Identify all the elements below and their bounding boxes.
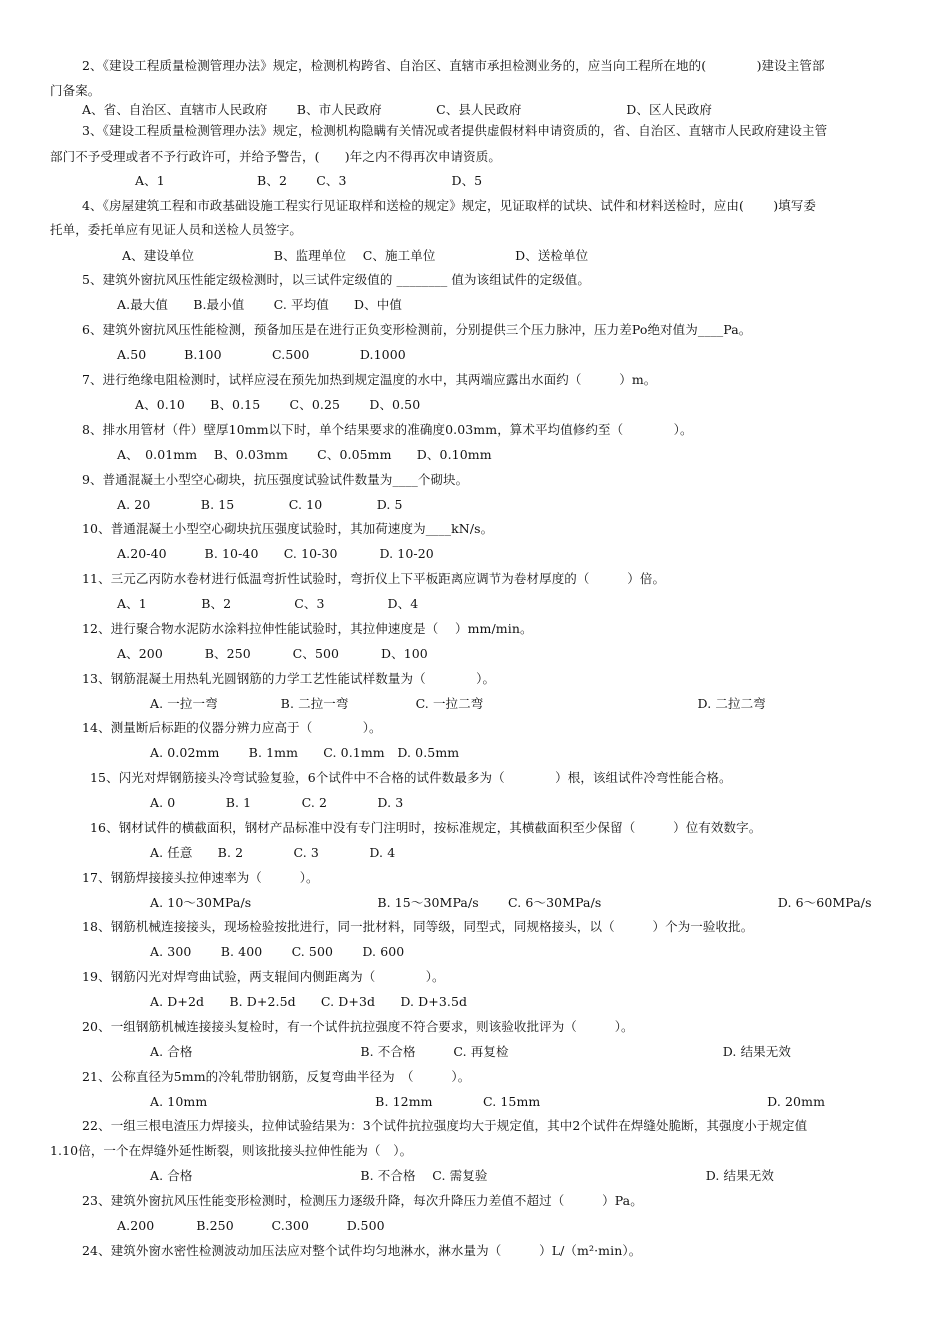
text-line: 19、钢筋闪光对焊弯曲试验，两支辊间内侧距离为（ ）。	[82, 969, 445, 984]
text-line: 10、普通混凝土小型空心砌块抗压强度试验时，其加荷速度为____kN/s。	[82, 521, 494, 536]
text-line: A. 300 B. 400 C. 500 D. 600	[150, 944, 405, 959]
text-line: 18、钢筋机械连接接头，现场检验按批进行，同一批材料，同等级，同型式，同规格接头，以（ ）个为一验收批。	[82, 919, 754, 934]
text-line: 部门不予受理或者不予行政许可，并给予警告，( )年之内不得再次申请资质。	[50, 149, 501, 164]
text-line: A、1 B、2 C、3 D、4	[117, 596, 419, 611]
text-line: A. 10mm B. 12mm C. 15mm D. 20mm	[150, 1094, 826, 1109]
text-line: 23、建筑外窗抗风压性能变形检测时，检测压力逐级升降，每次升降压力差值不超过（ ）Pa。	[82, 1193, 643, 1208]
text-line: 5、建筑外窗抗风压性能定级检测时，以三试件定级值的 ________ 值为该组试件的定级值。	[82, 272, 591, 287]
text-line: A. 0 B. 1 C. 2 D. 3	[150, 795, 404, 810]
text-line: 3、《建设工程质量检测管理办法》规定，检测机构隐瞒有关情况或者提供虚假材料申请资质的，省、自治区、直辖市人民政府建设主管	[82, 123, 828, 138]
text-line: 11、三元乙丙防水卷材进行低温弯折性试验时，弯折仪上下平板距离应调节为卷材厚度的（ ）倍。	[82, 571, 666, 586]
text-line: 2、《建设工程质量检测管理办法》规定，检测机构跨省、自治区、直辖市承担检测业务的，应当向工程所在地的( )建设主管部	[82, 58, 825, 73]
text-line: 16、钢材试件的横截面积，钢材产品标准中没有专门注明时，按标准规定，其横截面积至少保留（ ）位有效数字。	[90, 820, 762, 835]
text-line: A. 一拉一弯 B. 二拉一弯 C. 一拉二弯 D. 二拉二弯	[150, 696, 766, 711]
text-line: 15、闪光对焊钢筋接头冷弯试验复验，6个试件中不合格的试件数最多为（ ）根，该组试件冷弯性能合格。	[90, 770, 732, 785]
text-line: A. D+2d B. D+2.5d C. D+3d D. D+3.5d	[150, 994, 468, 1009]
text-line: 8、排水用管材（件）壁厚10mm以下时，单个结果要求的准确度0.03mm，算术平均值修约至（ ）。	[82, 422, 693, 437]
text-line: A、 0.01mm B、0.03mm C、0.05mm D、0.10mm	[117, 447, 492, 462]
text-line: A. 任意 B. 2 C. 3 D. 4	[150, 845, 396, 860]
text-line: 1.10倍，一个在焊缝外延性断裂，则该批接头拉伸性能为（ ）。	[50, 1143, 413, 1158]
text-line: A.最大值 B.最小值 C. 平均值 D、中值	[117, 297, 402, 312]
text-line: A. 10～30MPa/s B. 15～30MPa/s C. 6～30MPa/s D. 6～60MPa/s	[150, 895, 872, 910]
text-line: 6、建筑外窗抗风压性能检测，预备加压是在进行正负变形检测前，分别提供三个压力脉冲，压力差Po绝对值为____Pa。	[82, 322, 752, 337]
text-line: A、1 B、2 C、3 D、5	[135, 173, 483, 188]
text-line: 14、测量断后标距的仪器分辨力应高于（ ）。	[82, 720, 382, 735]
text-line: 24、建筑外窗水密性检测波动加压法应对整个试件均匀地淋水，淋水量为（ ）L/（m²·min）。	[82, 1243, 642, 1258]
text-line: A. 0.02mm B. 1mm C. 0.1mm D. 0.5mm	[150, 745, 460, 760]
text-line: 托单，委托单应有见证人员和送检人员签字。	[50, 222, 303, 237]
text-line: A. 合格 B. 不合格 C. 再复检 D. 结果无效	[150, 1044, 791, 1059]
text-line: 13、钢筋混凝土用热轧光圆钢筋的力学工艺性能试样数量为（ ）。	[82, 671, 496, 686]
text-line: 22、一组三根电渣压力焊接头，拉伸试验结果为：3个试件抗拉强度均大于规定值，其中2个试件在焊缝处脆断，其强度小于规定值	[82, 1118, 808, 1133]
text-line: A. 20 B. 15 C. 10 D. 5	[117, 497, 403, 512]
text-line: 4、《房屋建筑工程和市政基础设施工程实行见证取样和送检的规定》规定，见证取样的试块、试件和材料送检时，应由( )填写委	[82, 198, 817, 213]
text-line: A、建设单位 B、监理单位 C、施工单位 D、送检单位	[122, 248, 589, 263]
text-line: A、0.10 B、0.15 C、0.25 D、0.50	[135, 397, 421, 412]
text-line: A、200 B、250 C、500 D、100	[117, 646, 428, 661]
text-line: A.50 B.100 C.500 D.1000	[117, 347, 406, 362]
text-line: 21、公称直径为5mm的冷轧带肋钢筋，反复弯曲半径为 （ ）。	[82, 1069, 471, 1084]
text-line: 门备案。	[50, 83, 101, 98]
text-line: 12、进行聚合物水泥防水涂料拉伸性能试验时，其拉伸速度是（ ）mm/min。	[82, 621, 533, 636]
text-line: 9、普通混凝土小型空心砌块，抗压强度试验试件数量为____个砌块。	[82, 472, 469, 487]
text-line: A. 合格 B. 不合格 C. 需复验 D. 结果无效	[150, 1168, 774, 1183]
text-line: 17、钢筋焊接接头拉伸速率为（ ）。	[82, 870, 319, 885]
text-line: 7、进行绝缘电阻检测时，试样应浸在预先加热到规定温度的水中，其两端应露出水面约（ ）m。	[82, 372, 657, 387]
text-line: A、省、自治区、直辖市人民政府 B、市人民政府 C、县人民政府 D、区人民政府	[82, 102, 713, 117]
text-line: A.200 B.250 C.300 D.500	[117, 1218, 385, 1233]
text-line: 20、一组钢筋机械连接接头复检时，有一个试件抗拉强度不符合要求，则该验收批评为（ ）。	[82, 1019, 634, 1034]
text-line: A.20-40 B. 10-40 C. 10-30 D. 10-20	[117, 546, 434, 561]
